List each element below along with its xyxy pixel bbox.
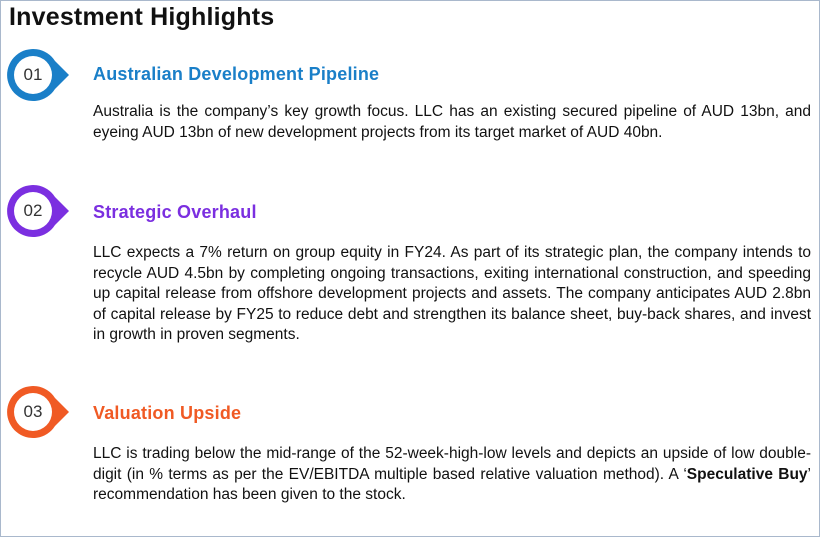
body-text-after: ’ recommendation has been given to the stock. bbox=[93, 465, 811, 503]
page-title: Investment Highlights bbox=[9, 3, 275, 31]
number-badge-2 bbox=[5, 183, 77, 239]
highlight-heading: Australian Development Pipeline bbox=[93, 64, 380, 84]
highlight-heading: Valuation Upside bbox=[93, 403, 242, 423]
number-badge-3 bbox=[5, 384, 77, 440]
highlight-heading: Strategic Overhaul bbox=[93, 202, 257, 222]
badge-number: 01 bbox=[23, 65, 43, 84]
highlight-body bbox=[93, 444, 811, 506]
number-badge-1 bbox=[5, 47, 77, 103]
recommendation-text: Speculative Buy bbox=[686, 465, 808, 483]
badge-number: 02 bbox=[23, 201, 43, 220]
body-text-before: LLC is trading below the mid-range of the 52-week-high-low levels and depicts an upside of low double-digit (in % terms as per the EV/EBITDA multiple based relative valuation method). A ‘ bbox=[93, 445, 811, 483]
highlight-body: Australia is the company’s key growth focus. LLC has an existing secured pipeline of AUD 13bn, and eyeing AUD 13bn of new development projects from its target market of AUD 40bn. bbox=[93, 103, 811, 141]
badge-number: 03 bbox=[23, 402, 43, 421]
highlight-body: LLC expects a 7% return on group equity in FY24. As part of its strategic plan, the company intends to recycle AUD 4.5bn by completing ongoing transactions, exiting international construction, and speeding up capital release from offshore development projects and assets. The company anticipates AUD 2.8bn of capital release by FY25 to reduce debt and strengthen its balance sheet, buy-back shares, and invest in growth in proven segments. bbox=[93, 244, 811, 343]
